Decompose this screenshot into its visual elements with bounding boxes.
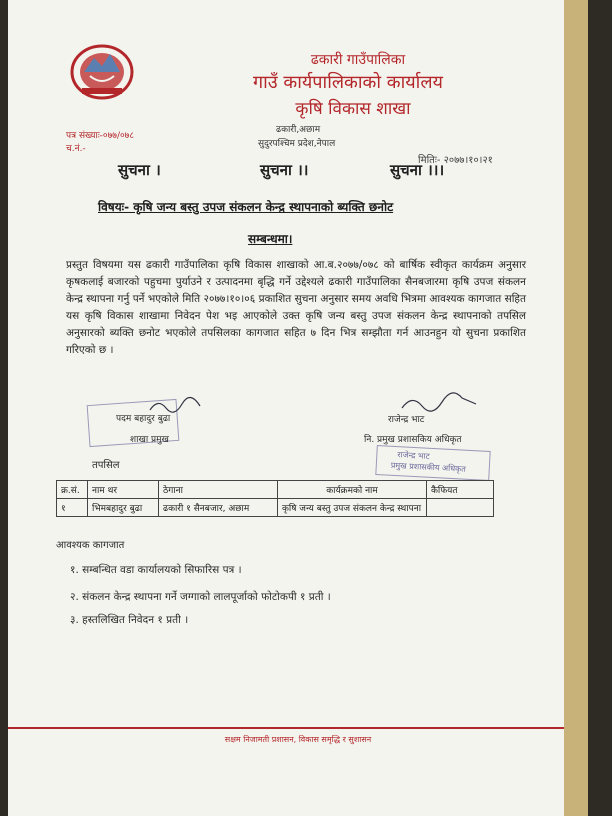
- paper-edge-strip: [564, 0, 588, 816]
- letter-ref-number: पत्र संख्याः-०७७/०७८: [66, 131, 135, 141]
- col-address: ठेगाना: [159, 481, 278, 499]
- subject-line: विषयः- कृषि जन्य बस्तु उपज संकलन केन्द्र स्थापनाको ब्यक्ति छनोट: [98, 200, 394, 214]
- table-row: [57, 499, 494, 517]
- right-signatory-title: नि. प्रमुख प्रशासकिय अधिकृत: [364, 435, 462, 445]
- subject-line-continued: सम्बन्धमा।: [248, 232, 293, 246]
- left-signatory-name: पदम बहादुर बुढा: [116, 414, 171, 424]
- address-line-1: ढकारी,अछाम: [276, 125, 321, 135]
- right-signature-scribble: [400, 392, 480, 414]
- col-serial: क्र.सं.: [57, 481, 88, 499]
- dispatch-number: च.नं.-: [66, 144, 86, 154]
- notice-heading-3: सुचना ।।।: [390, 161, 445, 179]
- col-name: नाम थर: [88, 481, 159, 499]
- notice-heading-1: सुचना ।: [118, 161, 161, 179]
- requirement-item-1: १. सम्बन्धित वडा कार्यालयको सिफारिस पत्र ।: [70, 564, 242, 576]
- requirement-item-3: ३. हस्तलिखित निवेदन १ प्रती ।: [70, 614, 189, 626]
- cell-address: ढकारी १ सैनबजार, अछाम: [159, 499, 278, 517]
- officer-stamp-name: राजेन्द्र भाट: [397, 450, 430, 461]
- office-name: गाउँ कार्यपालिकाको कार्यालय: [253, 72, 443, 93]
- col-remarks: कैफियत: [427, 481, 494, 499]
- branch-name: कृषि विकास शाखा: [295, 99, 411, 119]
- letter-page: [8, 0, 588, 816]
- letter-date: मितिः- २०७७।१०।२१: [418, 155, 493, 166]
- notice-body: प्रस्तुत विषयमा यस ढकारी गाउँपालिका कृषि विकास शाखाको आ.ब.२०७७/०७८ को बार्षिक स्वीकृत कार्यक्रम अनुसार कृषकलाई बजारको पहुचमा पुर्याउने र उत्पादनमा बृद्धि गर्ने उद्देश्यले ढकारी गाउँपालिका सैनबजारमा कृषि उपज संकलन केन्द्र स्थापना गर्नु पर्ने भएकोले मिति २०७७।१०।०६ प्रकाशित सुचना अनुसार समय अवधि भित्रमा आवश्यक कागजात सहित यस कृषि विकास शाखामा निवेदन पेश भइ आएकोले उक्त कृषि जन्य बस्तु उपज संकलन केन्द्र स्थापनाको तपसिल अनुसारको ब्यक्ति छनोट भएकोले तपसिलका कागजात सहित ७ दिन भित्र सम्झौता गर्न आउनहुन यो सुचना प्रकाशित गरिएको छ ।: [66, 259, 526, 356]
- selection-table: [56, 480, 494, 517]
- cell-remarks: [427, 499, 494, 517]
- left-signatory-title: शाखा प्रमुख: [130, 435, 169, 445]
- notice-heading-2: सुचना ।।: [260, 161, 309, 179]
- table-header-row: [57, 481, 494, 499]
- footer-divider: [8, 727, 578, 729]
- address-line-2: सुदुरपश्चिम प्रदेश,नेपाल: [258, 139, 336, 149]
- cell-name: भिमबहादुर बुढा: [88, 499, 159, 517]
- requirement-item-2: २. संकलन केन्द्र स्थापना गर्ने जग्गाको लालपूर्जाको फोटोकपी १ प्रती ।: [70, 591, 331, 603]
- right-signatory-name: राजेन्द्र भाट: [388, 415, 425, 425]
- col-program: कार्यक्रमको नाम: [278, 481, 427, 499]
- officer-stamp: [375, 445, 490, 481]
- officer-stamp-title: प्रमुख प्रशासकीय अधिकृत: [390, 460, 467, 474]
- cell-program: कृषि जन्य बस्तु उपज संकलन केन्द्र स्थापना: [278, 499, 427, 517]
- requirements-title: आवश्यक कागजात: [56, 540, 125, 551]
- details-label: तपसिल: [92, 460, 120, 471]
- municipality-name: ढकारी गाउँपालिका: [310, 52, 406, 68]
- footer-slogan: सक्षम निजामती प्रशासन, विकास समृद्धि र सुशासन: [224, 735, 372, 744]
- cell-serial: १: [57, 499, 88, 517]
